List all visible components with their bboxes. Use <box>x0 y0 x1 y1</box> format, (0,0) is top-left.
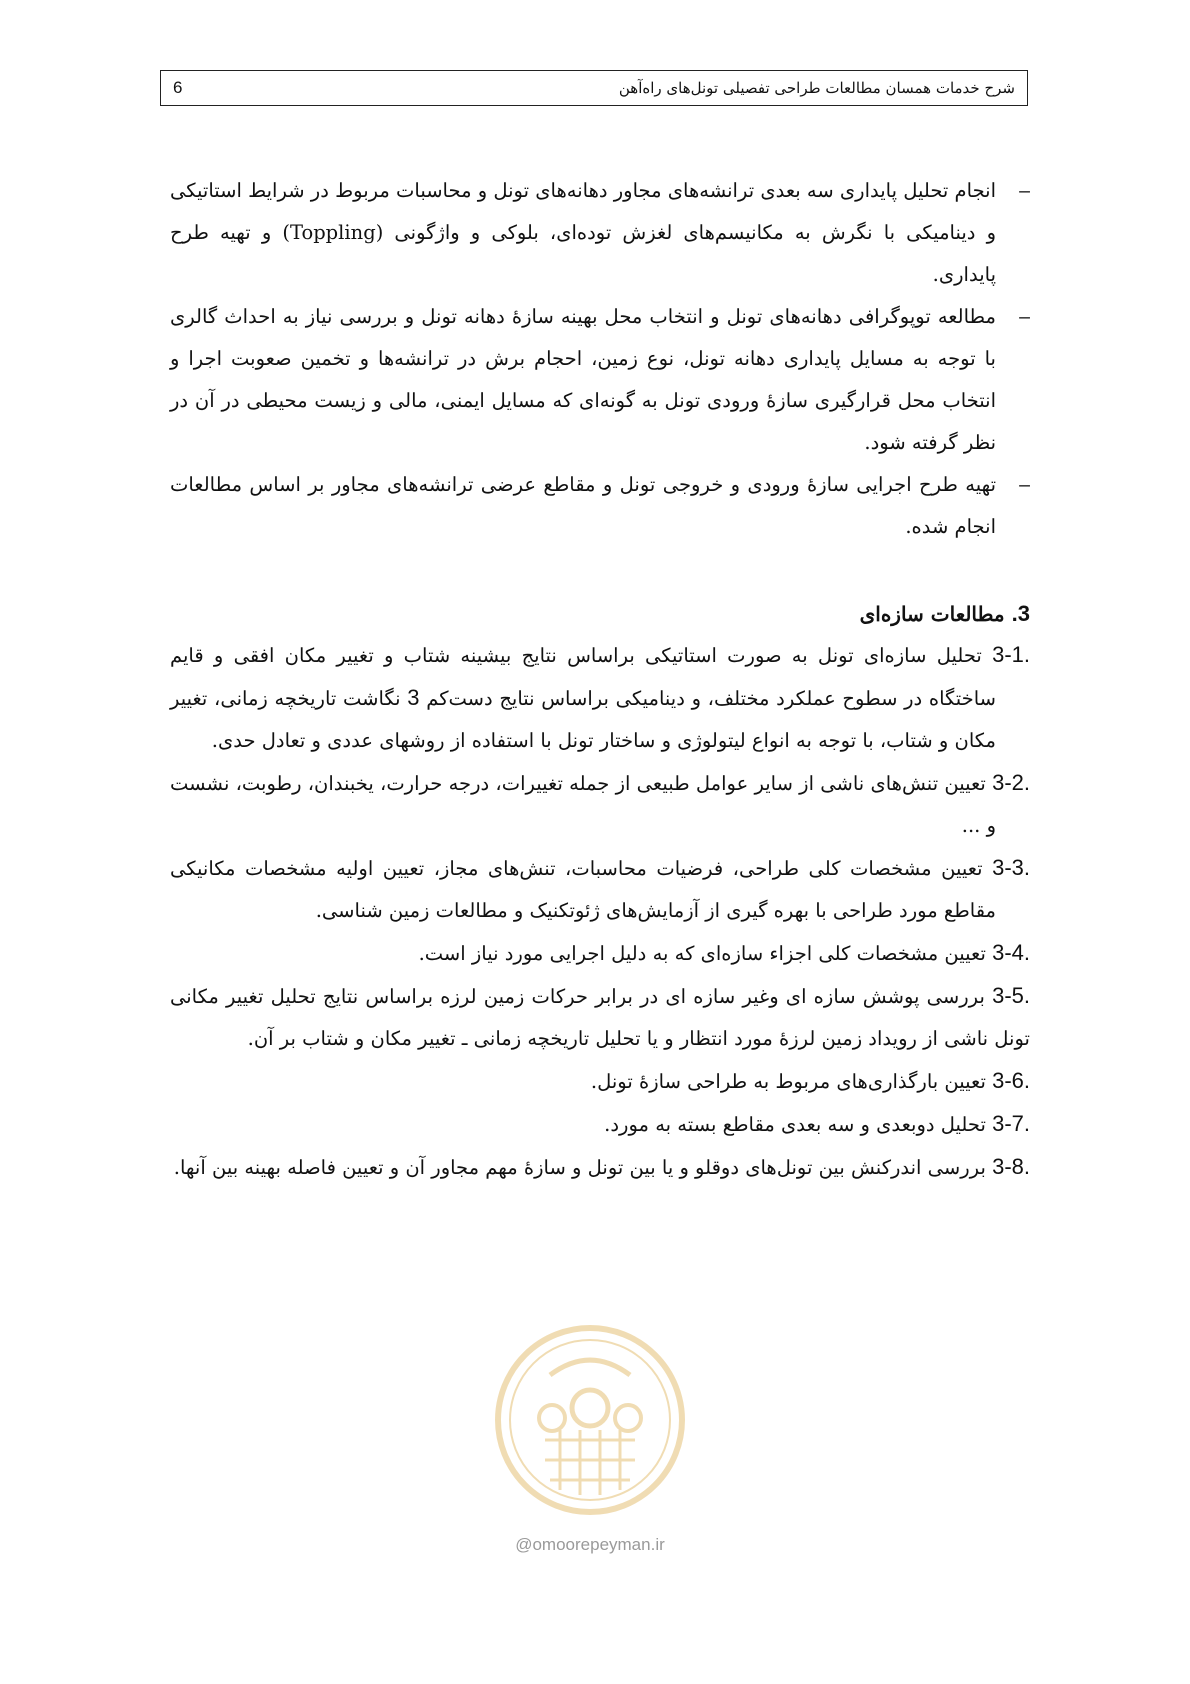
item-text: تحلیل دوبعدی و سه بعدی مقاطع بسته به مورد. <box>604 1113 986 1136</box>
item-number: 3-2. <box>992 770 1030 795</box>
item-text: تعیین مشخصات کلی طراحی، فرضیات محاسبات، تنش‌های مجاز، تعیین اولیه مشخصات مکانیکی مقاطع مورد طراحی با بهره گیری از آزمایش‌های ژئوتکنیک و مطالعات زمین شناسی. <box>170 857 996 922</box>
item-number: 3-8. <box>992 1154 1030 1179</box>
item-number: 3-7. <box>992 1111 1030 1136</box>
header-title: شرح خدمات همسان مطالعات طراحی تفصیلی تونل‌های راه‌آهن <box>618 79 1015 97</box>
page-number: 6 <box>173 78 183 97</box>
item-text: بررسی پوشش سازه ای وغیر سازه ای در برابر حرکات زمین لرزه براساس نتایج تحلیل تغییر مکانی تونل ناشی از رویداد زمین لرزۀ مورد انتظار و یا تحلیل تاریخچه زمانی ـ تغییر مکان و شتاب بر آن. <box>170 985 1030 1050</box>
dash-marker: – <box>1019 474 1030 496</box>
bullet-item <box>170 296 1030 464</box>
list-item <box>170 1103 1030 1146</box>
list-item <box>170 1060 1030 1103</box>
item-text: تعیین مشخصات کلی اجزاء سازه‌ای که به دلیل اجرایی مورد نیاز است. <box>418 942 986 965</box>
section-number: 3. <box>1011 601 1030 626</box>
list-item <box>170 847 1030 932</box>
page-header <box>160 70 1028 106</box>
item-number: 3-6. <box>992 1068 1030 1093</box>
bullet-item <box>170 170 1030 296</box>
watermark-site: @omoorepeyman.ir <box>515 1535 665 1554</box>
list-item <box>170 1146 1030 1189</box>
list-item <box>170 932 1030 975</box>
bullet-text: مطالعه توپوگرافی دهانه‌های تونل و انتخاب محل بهینه سازۀ دهانه تونل و بررسی نیاز به احداث گالری با توجه به مسایل پایداری دهانه تونل، نوع زمین، احجام برش در ترانشه‌ها و تخمین صعوبت اجرا و انتخاب محل قرارگیری سازۀ ورودی تونل به گونه‌ای که مسایل ایمنی، مالی و زیست محیطی در آن در نظر گرفته شود. <box>170 305 996 454</box>
item-text: تحلیل سازه‌ای تونل به صورت استاتیکی براساس نتایج بیشینه شتاب و تغییر مکان افقی و قایم ساختگاه در سطوح عملکرد مختلف، و دینامیکی براساس نتایج دست‌کم <box>170 644 997 710</box>
inline-number: 3 <box>407 685 420 710</box>
item-number: 3-5. <box>992 983 1030 1008</box>
bullet-item <box>170 464 1030 548</box>
list-item <box>170 762 1030 847</box>
item-text: تعیین تنش‌های ناشی از سایر عوامل طبیعی از جمله تغییرات، درجه حرارت، یخبندان، رطوبت، نشست و ... <box>170 772 996 837</box>
section-title: مطالعات سازه‌ای <box>859 602 1005 626</box>
watermark-logo <box>490 1320 690 1520</box>
dash-marker: – <box>1019 180 1030 202</box>
item-text: تعیین بارگذاری‌های مربوط به طراحی سازۀ تونل. <box>590 1070 986 1093</box>
document-body <box>170 170 1030 1189</box>
item-number: 3-3. <box>992 855 1031 880</box>
list-item <box>170 634 1030 762</box>
dash-marker: – <box>1019 306 1030 328</box>
bullet-text: تهیه طرح اجرایی سازۀ ورودی و خروجی تونل و مقاطع عرضی ترانشه‌های مجاور بر اساس مطالعات انجام شده. <box>170 473 996 538</box>
item-text: نگاشت تاریخچه زمانی، تغییر مکان و شتاب، با توجه به انواع لیتولوژی و ساختار تونل با استفاده از روشهای عددی و تعادل حدی. <box>170 687 996 752</box>
section-heading <box>170 594 1030 634</box>
item-number: 3-4. <box>992 940 1030 965</box>
bullet-text: انجام تحلیل پایداری سه بعدی ترانشه‌های مجاور دهانه‌های تونل و محاسبات مربوط در شرایط استاتیکی و دینامیکی با نگرش به مکانیسم‌های لغزش توده‌ای، بلوکی و واژگونی (Toppling) و تهیه طرح پایداری. <box>170 179 996 286</box>
list-item <box>170 975 1030 1060</box>
item-number: 3-1. <box>992 642 1030 667</box>
item-text: بررسی اندرکنش بین تونل‌های دوقلو و یا بین تونل و سازۀ مهم مجاور آن و تعیین فاصله بهینه بین آنها. <box>173 1156 986 1179</box>
